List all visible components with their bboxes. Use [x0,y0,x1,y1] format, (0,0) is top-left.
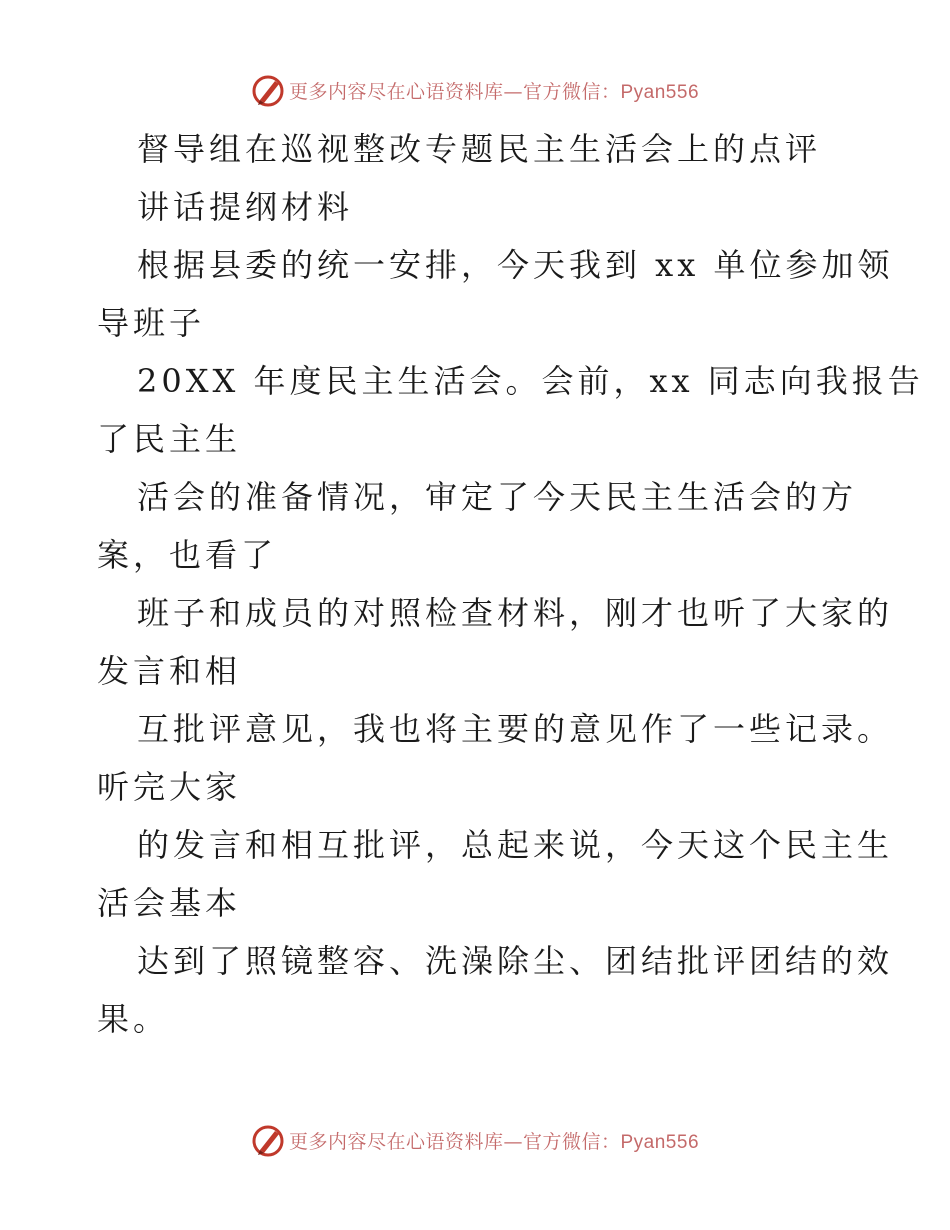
paragraph-line: 互批评意见，我也将主要的意见作了一些记录。 [137,710,894,748]
banner-text-en: Pyan556 [620,81,700,103]
paragraph-line: 活会的准备情况，审定了今天民主生活会的方 [137,478,858,516]
paragraph-line: 导班子 [97,304,206,342]
paragraph-line: 的发言和相互批评，总起来说，今天这个民主生 [137,826,894,864]
footer-banner [0,1120,950,1160]
paragraph-line: 达到了照镜整容、洗澡除尘、团结批评团结的效 [137,942,894,980]
paragraph-line: 了民主生 [97,420,242,458]
banner-text-en: Pyan556 [620,1131,700,1153]
banner-text [289,77,699,104]
paragraph-line: 班子和成员的对照检查材料，刚才也听了大家的 [137,594,894,632]
header-banner [0,70,950,110]
pen-logo-icon [251,73,285,107]
paragraph-line: 活会基本 [97,884,242,922]
pen-logo-icon [251,1123,285,1157]
document-body [97,120,924,1048]
paragraph-line: 听完大家 [97,768,242,806]
paragraph-line: 发言和相 [97,652,242,690]
paragraph-line: 根据县委的统一安排，今天我到 xx 单位参加领 [137,246,894,284]
paragraph-line: 案，也看了 [97,536,278,574]
paragraph-line: 20XX 年度民主生活会。会前，xx 同志向我报告 [137,362,924,400]
paragraph-line: 果。 [97,1000,170,1038]
banner-text [289,1127,699,1154]
banner-text-cn: 更多内容尽在心语资料库—官方微信： [288,80,621,103]
banner-text-cn: 更多内容尽在心语资料库—官方微信： [288,1130,621,1153]
doc-title-line-1: 督导组在巡视整改专题民主生活会上的点评 [137,130,822,168]
doc-title-line-2: 讲话提纲材料 [137,188,354,226]
